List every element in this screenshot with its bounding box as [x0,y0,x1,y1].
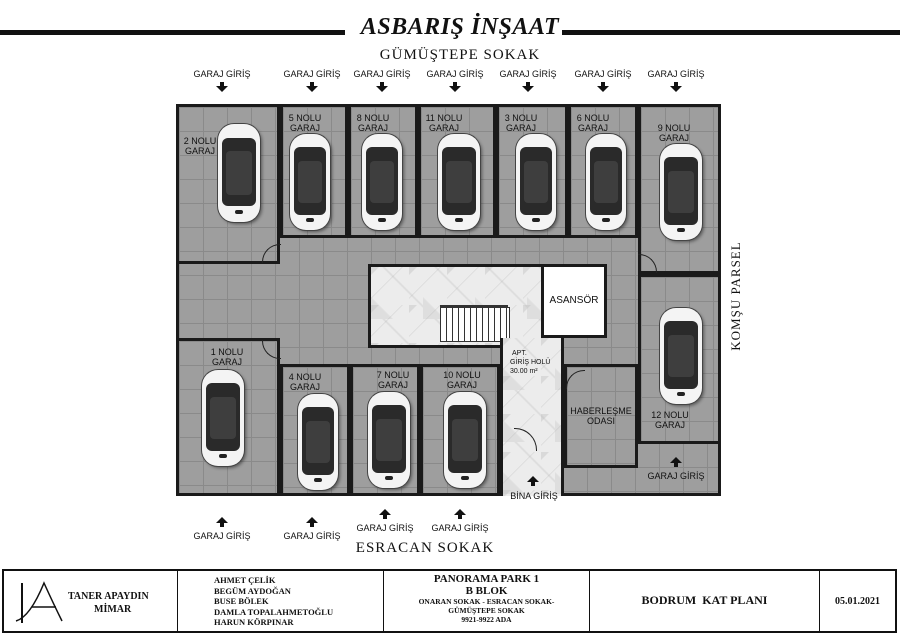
architect-logo-icon [10,577,66,627]
address-line-3: 9921-9922 ADA [461,615,512,624]
garage-12-label: 12 NOLU GARAJ [651,410,689,430]
car-icon [660,308,702,404]
project-name: PANORAMA PARK 1 [433,573,540,585]
down-arrow-icon [670,86,682,92]
car-icon [444,392,486,488]
elevator-label: ASANSÖR [549,295,599,306]
car-icon [362,134,402,230]
garage-8-label: 8 NOLU GARAJ [356,113,390,133]
garage-5-label: 5 NOLU GARAJ [288,113,322,133]
arrow-icon [531,482,535,486]
communication-room-label: HABERLEŞME ODASI [570,406,632,426]
building-entry-label: BİNA GİRİŞ [510,491,558,501]
owner-name: BEGÜM AYDOĞAN [214,585,291,596]
arrow-icon [310,523,314,527]
company-title: ASBARIŞ İNŞAAT [360,14,560,40]
arrow-icon [458,515,462,519]
architect-title: MİMAR [94,604,132,615]
owner-name: BUSE BÖLEK [214,596,269,606]
arrow-icon [674,463,678,467]
address-line-2: GÜMÜŞTEPE SOKAK [448,606,525,615]
garage-entry-label: GARAJ GİRİŞ [353,69,411,79]
project-cell [384,571,590,631]
garage-7-label: 7 NOLU GARAJ [376,370,410,390]
car-icon [290,134,330,230]
block-name: B BLOK [465,585,508,597]
title-block [2,569,897,633]
owner-name: HARUN KÖRPINAR [214,617,294,627]
garage-entry-label: GARAJ GİRİŞ [647,471,705,481]
garage-4-label: 4 NOLU GARAJ [288,372,322,392]
car-icon [202,370,244,466]
garage-entry-label: GARAJ GİRİŞ [283,531,341,541]
car-icon [368,392,410,488]
garage-6-label: 6 NOLU GARAJ [576,113,610,133]
garage-entry-label: GARAJ GİRİŞ [356,523,414,533]
bottom-street-label: ESRACAN SOKAK [355,540,495,556]
down-arrow-icon [376,86,388,92]
arrow-icon [220,523,224,527]
car-icon [438,134,480,230]
owner-name: AHMET ÇELİK [214,575,276,585]
garage-entry-label: GARAJ GİRİŞ [574,69,632,79]
garage-1-label: 1 NOLU GARAJ [210,347,244,367]
down-arrow-icon [522,86,534,92]
garage-entry-label: GARAJ GİRİŞ [283,69,341,79]
plan-date: 05.01.2021 [835,596,880,607]
garage-entry-label: GARAJ GİRİŞ [647,69,705,79]
garage-9-label: 9 NOLU GARAJ [657,123,691,143]
garage-11-label: 11 NOLU GARAJ [425,113,463,133]
garage-10-label: 10 NOLU GARAJ [443,370,481,390]
car-icon [218,124,260,222]
owners-cell [178,571,384,631]
architect-name: TANER APAYDIN [68,591,149,602]
address-line-1: ONARAN SOKAK - ESRACAN SOKAK- [418,597,555,606]
header-rule-right [562,30,900,35]
architect-cell [4,571,178,631]
car-icon [586,134,626,230]
plan-name-cell [590,571,820,631]
garage-entry-label: GARAJ GİRİŞ [193,69,251,79]
entrance-hall-label-2: GİRİŞ HOLÜ [510,359,551,366]
down-arrow-icon [306,86,318,92]
date-cell [820,571,895,631]
down-arrow-icon [216,86,228,92]
owner-name: DAMLA TOPALAHMETOĞLU [214,606,334,617]
garage-entry-label: GARAJ GİRİŞ [431,523,489,533]
entrance-hall-area: 30.00 m² [510,368,538,375]
plan-name: BODRUM KAT PLANI [641,593,768,607]
entrance-hall-label-1: APT. [512,350,527,357]
neighbor-parcel-label: KOMŞU PARSEL [728,241,743,351]
garage-2-label: 2 NOLU GARAJ [183,136,217,156]
staircase [440,307,510,342]
car-icon [660,144,702,240]
arrow-icon [383,515,387,519]
garage-entry-label: GARAJ GİRİŞ [193,531,251,541]
car-icon [298,394,338,490]
garage-entry-label: GARAJ GİRİŞ [426,69,484,79]
stair-rail [440,305,508,307]
garage-3-label: 3 NOLU GARAJ [504,113,538,133]
car-icon [516,134,556,230]
down-arrow-icon [449,86,461,92]
header-rule-left [0,30,345,35]
garage-entry-label: GARAJ GİRİŞ [499,69,557,79]
top-street-label: GÜMÜŞTEPE SOKAK [379,47,541,63]
down-arrow-icon [597,86,609,92]
